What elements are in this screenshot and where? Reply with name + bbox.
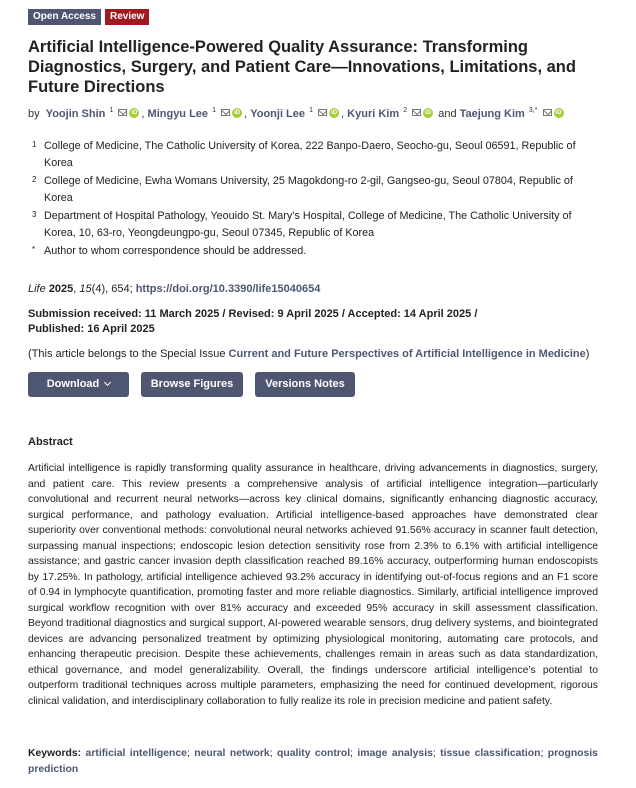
affiliations-list <box>32 138 592 261</box>
author-affiliation-sup: 2 <box>403 107 408 114</box>
by-label: by <box>28 107 40 120</box>
browse-figures-button[interactable]: Browse Figures <box>141 372 243 397</box>
article-title: Artificial Intelligence-Powered Quality Assurance: Transforming Diagnostics, Surgery, and Patient Care—Innovations, Limitations, and Future Directions <box>28 38 576 96</box>
author <box>148 108 251 120</box>
versions-notes-button[interactable]: Versions Notes <box>255 372 355 397</box>
orcid-icon[interactable]: iD <box>331 109 338 116</box>
author <box>460 108 566 120</box>
article-actions <box>28 372 355 397</box>
affiliation-number: 1 <box>32 140 37 149</box>
author-affiliation-sup: 3,* <box>528 107 538 114</box>
affiliation-text: College of Medicine, The Catholic University of Korea, 222 Banpo-Daero, Seocho-gu, Seoul 06591, Republic of Korea <box>44 140 576 169</box>
email-icon[interactable] <box>543 109 552 116</box>
citation-line: Life 2025, 15(4), 654; https://doi.org/10.3390/life15040654 <box>28 283 321 295</box>
orcid-icon[interactable]: iD <box>234 109 241 116</box>
affiliation-item <box>32 243 592 260</box>
author-separator: , <box>141 107 148 120</box>
review-badge: Review <box>105 9 149 25</box>
download-label: Download <box>46 378 100 390</box>
author-affiliation-sup: 1 <box>109 107 114 114</box>
email-icon[interactable] <box>118 109 127 116</box>
affiliation-text: Department of Hospital Pathology, Yeouido St. Mary’s Hospital, College of Medicine, The Catholic University of Korea, 10, 63-ro, Yeongdeungpo-gu, Seoul 07345, Republic of Korea <box>44 210 572 239</box>
keyword-link[interactable]: quality control <box>277 748 351 759</box>
keywords-section: Keywords: artificial intelligence; neural network; quality control; image analysis; tissue classification; prognosis prediction <box>28 748 598 775</box>
email-icon[interactable] <box>221 109 230 116</box>
doi-link[interactable]: https://doi.org/10.3390/life15040654 <box>135 283 321 295</box>
author-name-link[interactable]: Kyuri Kim <box>347 107 400 120</box>
orcid-icon[interactable]: iD <box>555 109 562 116</box>
email-icon[interactable] <box>412 109 421 116</box>
affiliation-item <box>32 138 592 172</box>
email-icon[interactable] <box>318 109 327 116</box>
author-affiliation-sup: 1 <box>212 107 217 114</box>
publication-dates: Submission received: 11 March 2025 / Revised: 9 April 2025 / Accepted: 14 April 2025 / Published: 16 April 2025 <box>28 308 478 335</box>
author-affiliation-sup: 1 <box>309 107 313 114</box>
affiliation-text: Author to whom correspondence should be addressed. <box>44 245 307 257</box>
article-badges <box>28 9 149 25</box>
chevron-down-icon <box>104 379 111 386</box>
citation-year: 2025 <box>48 283 74 295</box>
author-name-link[interactable]: Yoojin Shin <box>45 107 106 120</box>
affiliation-item <box>32 208 592 242</box>
author <box>250 108 347 120</box>
affiliation-number: * <box>32 245 36 254</box>
keyword-link[interactable]: artificial intelligence <box>85 748 187 759</box>
keyword-link[interactable]: tissue classification <box>440 748 541 759</box>
author <box>347 108 459 120</box>
download-button[interactable] <box>28 372 129 397</box>
open-access-badge: Open Access <box>28 9 101 25</box>
author-separator: and <box>435 107 460 120</box>
citation-volume: 15 <box>79 283 92 295</box>
special-issue-prefix: (This article belongs to the Special Issue <box>28 348 229 360</box>
orcid-icon[interactable]: iD <box>425 109 432 116</box>
author-line <box>28 107 618 120</box>
affiliation-item <box>32 173 592 207</box>
keyword-link[interactable]: neural network <box>194 748 270 759</box>
author-name-link[interactable]: Mingyu Lee <box>147 107 209 120</box>
affiliation-number: 3 <box>32 210 37 219</box>
keyword-link[interactable]: prognosis prediction <box>28 748 598 775</box>
journal-name: Life <box>28 283 46 295</box>
author-separator: , <box>244 107 251 120</box>
abstract-text: Artificial intelligence is rapidly transforming quality assurance in healthcare, driving advancements in diagnostics, surgery, and patient care. This review presents a comprehensive analysis of artificial intelligence integration—particularly convolutional and recurrent neural networks—across key clinical domains, significantly enhancing diagnostic accuracy, surgical performance, and pathology evaluation. Artificial intelligence-based approaches have demonstrated clear superiority over conventional methods: convolutional neural networks achieved 91.56% accuracy in scanner fault detection, surpassing manual inspections; endoscopic lesion detection sensitivity rose from 2.3% to 6.1% with artificial intelligence assistance; and gastric cancer invasion depth classification reached 89.16% accuracy, outperforming human endoscopists by 17.25%. In pathology, artificial intelligence achieved 93.2% accuracy in identifying out-of-focus regions and an F1 score of 0.94 in lymphocyte quantification, promoting faster and more reliable diagnostics. Similarly, artificial intelligence improved surgical workflow recognition with over 81% accuracy and exceeded 95% accuracy in skill assessment classification. Beyond traditional diagnostics and surgical support, AI-powered wearable sensors, drug delivery systems, and biointegrated devices are advancing personalized treatment by optimizing physiological monitoring, automating care protocols, and enhancing therapeutic precision. Despite these achievements, challenges remain in areas such as data standardization, ethical governance, and model generalizability. Overall, the findings underscore artificial intelligence’s potential to outperform traditional techniques across multiple parameters, emphasizing the need for continued development, rigorous clinical validation, and interdisciplinary collaboration to fully realize its role in precision medicine and patient safety. <box>28 463 598 707</box>
keywords-label: Keywords: <box>28 748 82 759</box>
citation-issue-page: (4), 654; <box>91 283 133 295</box>
author-separator: , <box>341 107 348 120</box>
special-issue-link[interactable]: Current and Future Perspectives of Artificial Intelligence in Medicine <box>228 348 586 360</box>
author <box>46 108 148 120</box>
author-name-link[interactable]: Yoonji Lee <box>250 107 306 120</box>
orcid-icon[interactable]: iD <box>131 109 138 116</box>
affiliation-text: College of Medicine, Ewha Womans University, 25 Magokdong-ro 2-gil, Gangseo-gu, Seoul 07804, Republic of Korea <box>44 175 573 204</box>
special-issue-suffix: ) <box>585 348 590 360</box>
special-issue-note <box>28 348 618 360</box>
abstract-heading: Abstract <box>28 436 73 448</box>
affiliation-number: 2 <box>32 175 37 184</box>
author-name-link[interactable]: Taejung Kim <box>459 107 525 120</box>
keyword-link[interactable]: image analysis <box>357 748 433 759</box>
